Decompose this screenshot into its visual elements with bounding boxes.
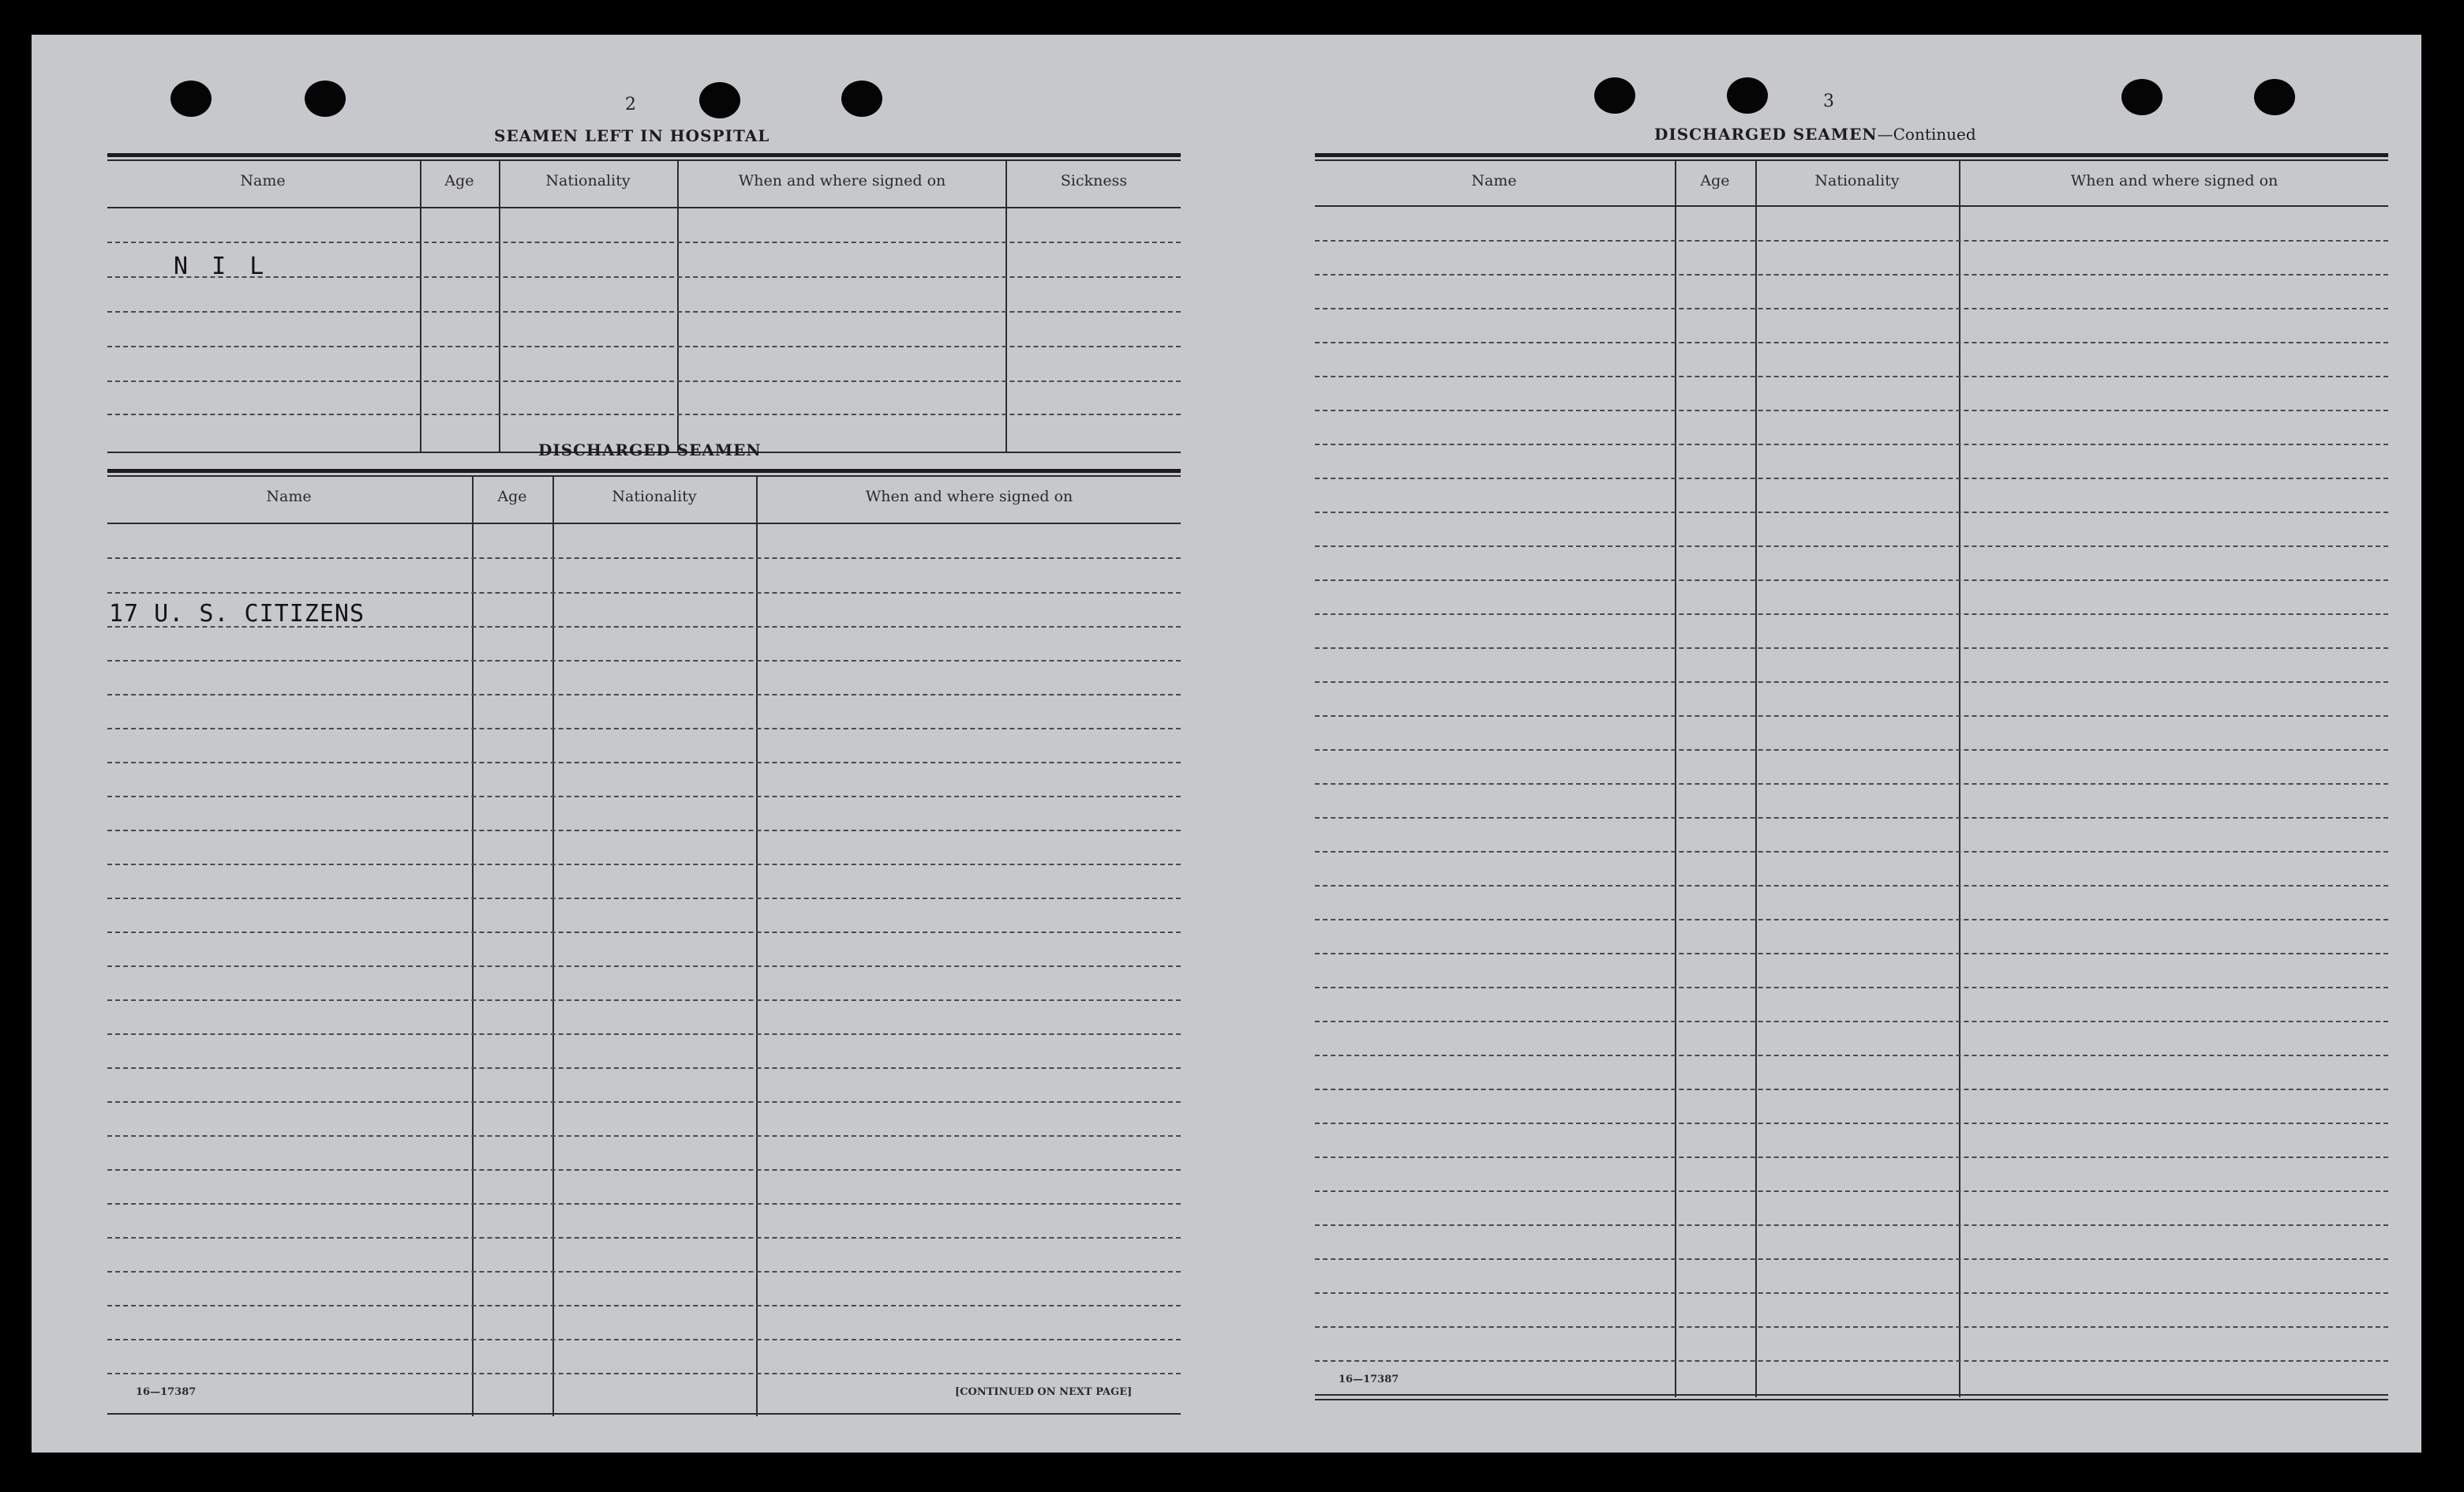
row-line [1315, 1326, 2388, 1328]
section-title-hospital: SEAMEN LEFT IN HOSPITAL [494, 126, 770, 145]
row-line [107, 380, 1181, 382]
rule [107, 159, 1181, 161]
column-divider [552, 477, 554, 1416]
row-line [107, 1101, 1181, 1103]
table-bottom-rule [1315, 1394, 2388, 1396]
discharged-entry-text: 17 U. S. CITIZENS [109, 600, 365, 628]
rule [1315, 153, 2388, 157]
header-rule [107, 523, 1181, 524]
row-line [107, 1203, 1181, 1205]
row-line [107, 1033, 1181, 1035]
row-line [107, 414, 1181, 415]
punch-hole [305, 81, 346, 117]
row-line [107, 999, 1181, 1001]
column-header-age: Age [497, 488, 527, 505]
page-number: 3 [1823, 92, 1834, 111]
column-header-name: Name [266, 488, 312, 505]
row-line [107, 1271, 1181, 1273]
column-header-name: Name [240, 172, 286, 189]
row-line [1315, 1292, 2388, 1294]
row-line [107, 1305, 1181, 1306]
section-title-discharged: DISCHARGED SEAMEN [538, 440, 762, 459]
row-line [1315, 274, 2388, 276]
punch-hole [2121, 79, 2163, 115]
row-line [1315, 1156, 2388, 1158]
column-header-age: Age [1700, 172, 1730, 189]
punch-hole [1727, 77, 1768, 114]
row-line [107, 592, 1181, 594]
row-line [1315, 1224, 2388, 1226]
row-line [107, 242, 1181, 243]
punch-hole [699, 82, 740, 118]
row-line [1315, 444, 2388, 445]
row-line [1315, 919, 2388, 920]
row-line [107, 1373, 1181, 1374]
header-rule [1315, 205, 2388, 207]
row-line [107, 796, 1181, 797]
row-line [1315, 342, 2388, 343]
form-number: 16—17387 [1339, 1374, 1399, 1385]
column-header-nationality: Nationality [545, 172, 631, 189]
table-bottom-rule [1315, 1399, 2388, 1400]
row-line [1315, 681, 2388, 683]
row-line [1315, 478, 2388, 479]
column-header-signed-on: When and where signed on [865, 488, 1073, 505]
row-line [1315, 1360, 2388, 1362]
row-line [107, 1339, 1181, 1340]
row-line [1315, 1258, 2388, 1260]
row-line [1315, 647, 2388, 649]
row-line [1315, 613, 2388, 615]
row-line [107, 864, 1181, 865]
row-line [1315, 953, 2388, 954]
row-line [1315, 1123, 2388, 1124]
form-sheet [32, 35, 2421, 1453]
row-line [107, 1169, 1181, 1171]
punch-hole [2254, 79, 2295, 115]
row-line [107, 728, 1181, 729]
column-header-age: Age [444, 172, 474, 189]
column-divider [756, 477, 758, 1416]
row-line [107, 965, 1181, 967]
row-line [1315, 512, 2388, 513]
row-line [1315, 1021, 2388, 1022]
row-line [1315, 749, 2388, 751]
row-line [1315, 817, 2388, 819]
punch-hole [1594, 77, 1635, 114]
punch-hole [170, 81, 212, 117]
column-header-nationality: Nationality [612, 488, 697, 505]
hospital-entry-text: N I L [174, 253, 269, 280]
row-line [107, 311, 1181, 313]
row-line [1315, 410, 2388, 411]
column-divider [1755, 161, 1757, 1397]
row-line [107, 1067, 1181, 1069]
column-divider [1959, 161, 1960, 1397]
row-line [1315, 376, 2388, 377]
row-line [107, 1135, 1181, 1137]
header-rule [107, 207, 1181, 208]
column-header-nationality: Nationality [1814, 172, 1900, 189]
row-line [1315, 240, 2388, 242]
row-line [1315, 545, 2388, 547]
column-header-sickness: Sickness [1060, 172, 1128, 189]
row-line [107, 660, 1181, 662]
row-line [1315, 1055, 2388, 1056]
row-line [1315, 579, 2388, 581]
column-divider [472, 477, 474, 1416]
column-divider [1675, 161, 1676, 1397]
column-header-signed-on: When and where signed on [2070, 172, 2279, 189]
rule [107, 469, 1181, 473]
rule [107, 153, 1181, 157]
row-line [107, 830, 1181, 831]
row-line [107, 1237, 1181, 1239]
column-divider [677, 161, 679, 453]
row-line [1315, 885, 2388, 887]
row-line [107, 898, 1181, 899]
row-line [107, 694, 1181, 695]
column-header-name: Name [1471, 172, 1517, 189]
continued-note: [CONTINUED ON NEXT PAGE] [955, 1386, 1133, 1398]
row-line [1315, 1089, 2388, 1090]
column-header-signed-on: When and where signed on [738, 172, 946, 189]
column-divider [420, 161, 421, 453]
row-line [1315, 851, 2388, 853]
row-line [1315, 783, 2388, 785]
punch-hole [841, 81, 882, 117]
row-line [107, 557, 1181, 559]
row-line [107, 346, 1181, 347]
section-title-discharged-continued: DISCHARGED SEAMEN—Continued [1654, 125, 1976, 144]
row-line [1315, 1190, 2388, 1192]
row-line [107, 762, 1181, 763]
column-divider [499, 161, 500, 453]
table-bottom-rule [107, 1413, 1181, 1415]
column-divider [1005, 161, 1007, 453]
rule [1315, 159, 2388, 161]
rule [107, 475, 1181, 477]
row-line [1315, 308, 2388, 309]
row-line [1315, 715, 2388, 717]
row-line [1315, 987, 2388, 988]
form-number: 16—17387 [136, 1386, 197, 1398]
row-line [107, 932, 1181, 933]
page-number: 2 [625, 95, 636, 114]
